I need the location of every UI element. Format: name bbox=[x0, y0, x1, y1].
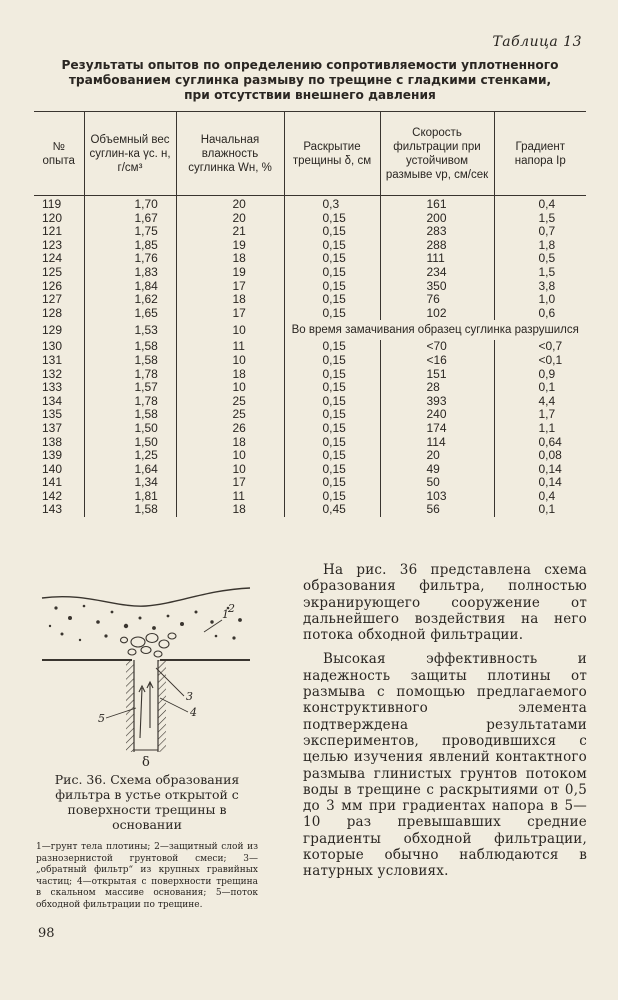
table-body bbox=[34, 196, 586, 518]
table-row bbox=[34, 436, 586, 450]
cell-experiment-no: 133 bbox=[42, 380, 63, 395]
cell-experiment-no: 143 bbox=[42, 502, 63, 517]
table-row bbox=[34, 476, 586, 490]
cell-bulk-density: 1,50 bbox=[84, 436, 176, 450]
cell-crack-opening: 0,15 bbox=[284, 266, 380, 280]
caption-line-2: трамбованием суглинка размыву по трещине с гладкими стенками, bbox=[68, 73, 552, 87]
cell-head-gradient: 3,8 bbox=[494, 280, 586, 294]
cell-bulk-density: 1,25 bbox=[84, 449, 176, 463]
cell-bulk-density: 1,64 bbox=[84, 463, 176, 477]
cell-filtration-velocity: 28 bbox=[380, 381, 494, 395]
cell-filtration-velocity: 102 bbox=[380, 307, 494, 321]
cell-crack-opening: 0,3 bbox=[284, 196, 380, 212]
cell-bulk-density: 1,78 bbox=[84, 368, 176, 382]
cell-initial-moisture: 10 bbox=[176, 381, 284, 395]
cell-experiment-no: 134 bbox=[42, 393, 63, 408]
cell-bulk-density: 1,50 bbox=[84, 422, 176, 436]
cell-filtration-velocity: 288 bbox=[380, 239, 494, 253]
crack-wall-left bbox=[126, 660, 134, 752]
cell-experiment-no: 130 bbox=[42, 339, 63, 354]
cell-bulk-density: 1,85 bbox=[84, 239, 176, 253]
cell-experiment-no: 126 bbox=[42, 278, 63, 293]
cell-initial-moisture: 25 bbox=[176, 395, 284, 409]
cell-bulk-density: 1,81 bbox=[84, 490, 176, 504]
cell-experiment-no: 129 bbox=[42, 322, 63, 337]
cell-head-gradient: 0,64 bbox=[494, 436, 586, 450]
cell-crack-opening: 0,15 bbox=[284, 395, 380, 409]
table-row bbox=[34, 408, 586, 422]
label-2: 2 bbox=[228, 602, 235, 615]
filter-scheme-diagram bbox=[36, 578, 256, 770]
cell-bulk-density: 1,58 bbox=[84, 503, 176, 517]
table-row bbox=[34, 225, 586, 239]
cell-bulk-density: 1,83 bbox=[84, 266, 176, 280]
cell-initial-moisture: 18 bbox=[176, 293, 284, 307]
cell-filtration-velocity: <70 bbox=[380, 340, 494, 354]
cell-experiment-no: 125 bbox=[42, 264, 63, 279]
dam-surface-line bbox=[42, 588, 250, 606]
cell-initial-moisture: 17 bbox=[176, 476, 284, 490]
cell-head-gradient: 1,0 bbox=[494, 293, 586, 307]
flow-arrows bbox=[139, 682, 153, 738]
cell-note: Во время замачивания образец суглинка разрушился bbox=[284, 320, 586, 340]
cell-crack-opening: 0,15 bbox=[284, 293, 380, 307]
label-5: 5 bbox=[98, 712, 105, 725]
cell-initial-moisture: 11 bbox=[176, 340, 284, 354]
cell-filtration-velocity: 114 bbox=[380, 436, 494, 450]
table-row bbox=[34, 368, 586, 382]
cell-filtration-velocity: 56 bbox=[380, 503, 494, 517]
cell-filtration-velocity: 111 bbox=[380, 252, 494, 266]
cell-experiment-no: 139 bbox=[42, 448, 63, 463]
caption-line-1: Результаты опытов по определению сопротивляемости уплотненного bbox=[61, 58, 559, 72]
header-crack-opening: Раскрытие трещины δ, см bbox=[284, 112, 380, 196]
cell-filtration-velocity: 393 bbox=[380, 395, 494, 409]
cell-initial-moisture: 11 bbox=[176, 490, 284, 504]
cell-filtration-velocity: 50 bbox=[380, 476, 494, 490]
table-row bbox=[34, 354, 586, 368]
table-row bbox=[34, 395, 586, 409]
cell-crack-opening: 0,15 bbox=[284, 476, 380, 490]
cell-head-gradient: 1,1 bbox=[494, 422, 586, 436]
cell-filtration-velocity: 234 bbox=[380, 266, 494, 280]
cell-head-gradient: 1,8 bbox=[494, 239, 586, 253]
table-row bbox=[34, 340, 586, 354]
cell-crack-opening: 0,15 bbox=[284, 280, 380, 294]
header-filtration-velocity: Скорость фильтрации при устойчивом размыве vр, см/сек bbox=[380, 112, 494, 196]
label-1: 1 bbox=[222, 608, 229, 621]
cell-experiment-no: 132 bbox=[42, 366, 63, 381]
table-row bbox=[34, 320, 586, 340]
cell-filtration-velocity: 350 bbox=[380, 280, 494, 294]
cell-head-gradient: <0,7 bbox=[494, 340, 586, 354]
cell-head-gradient: 0,4 bbox=[494, 490, 586, 504]
cell-head-gradient: 0,9 bbox=[494, 368, 586, 382]
figure-legend: 1—грунт тела плотины; 2—защитный слой из разнозернистой грунтовой смеси; 3—„обратный фильтр“ из крупных гравийных частиц; 4—открытая с поверхности трещина в скальном массиве основания; 5—поток обходной фильтрации по трещине. bbox=[36, 842, 258, 910]
cell-crack-opening: 0,15 bbox=[284, 463, 380, 477]
cell-initial-moisture: 20 bbox=[176, 212, 284, 226]
cell-head-gradient: 1,5 bbox=[494, 212, 586, 226]
header-initial-moisture: Начальная влажность суглинка Wн, % bbox=[176, 112, 284, 196]
cell-head-gradient: 0,4 bbox=[494, 196, 586, 212]
cell-head-gradient: 0,14 bbox=[494, 476, 586, 490]
results-table bbox=[34, 111, 586, 517]
cell-crack-opening: 0,15 bbox=[284, 307, 380, 321]
cell-initial-moisture: 21 bbox=[176, 225, 284, 239]
table-header-row bbox=[34, 112, 586, 196]
cell-crack-opening: 0,15 bbox=[284, 239, 380, 253]
body-text bbox=[303, 562, 587, 888]
cell-head-gradient: 4,4 bbox=[494, 395, 586, 409]
cell-filtration-velocity: 283 bbox=[380, 225, 494, 239]
cell-crack-opening: 0,45 bbox=[284, 503, 380, 517]
cell-filtration-velocity: 76 bbox=[380, 293, 494, 307]
cell-crack-opening: 0,15 bbox=[284, 340, 380, 354]
soil-particles bbox=[49, 605, 242, 642]
cell-head-gradient: 0,1 bbox=[494, 381, 586, 395]
cell-bulk-density: 1,65 bbox=[84, 307, 176, 321]
cell-initial-moisture: 10 bbox=[176, 320, 284, 340]
table-caption bbox=[34, 58, 586, 103]
table-row bbox=[34, 449, 586, 463]
cell-filtration-velocity: 240 bbox=[380, 408, 494, 422]
cell-crack-opening: 0,15 bbox=[284, 422, 380, 436]
cell-initial-moisture: 18 bbox=[176, 368, 284, 382]
cell-initial-moisture: 10 bbox=[176, 354, 284, 368]
table-row bbox=[34, 252, 586, 266]
cell-initial-moisture: 17 bbox=[176, 307, 284, 321]
cell-experiment-no: 124 bbox=[42, 251, 63, 266]
cell-initial-moisture: 25 bbox=[176, 408, 284, 422]
cell-experiment-no: 138 bbox=[42, 434, 63, 449]
cell-bulk-density: 1,84 bbox=[84, 280, 176, 294]
figure-caption: Рис. 36. Схема образования фильтра в устье открытой с поверхности трещины в основании bbox=[54, 772, 240, 832]
cell-head-gradient: 1,7 bbox=[494, 408, 586, 422]
cell-filtration-velocity: 161 bbox=[380, 196, 494, 212]
cell-bulk-density: 1,58 bbox=[84, 408, 176, 422]
table-row bbox=[34, 212, 586, 226]
cell-initial-moisture: 10 bbox=[176, 449, 284, 463]
cell-bulk-density: 1,53 bbox=[84, 320, 176, 340]
cell-initial-moisture: 17 bbox=[176, 280, 284, 294]
cell-experiment-no: 131 bbox=[42, 352, 63, 367]
cell-initial-moisture: 26 bbox=[176, 422, 284, 436]
cell-experiment-no: 128 bbox=[42, 305, 63, 320]
cell-bulk-density: 1,70 bbox=[84, 196, 176, 212]
cell-bulk-density: 1,57 bbox=[84, 381, 176, 395]
label-3: 3 bbox=[186, 690, 193, 703]
cell-experiment-no: 140 bbox=[42, 461, 63, 476]
table-row bbox=[34, 196, 586, 212]
cell-bulk-density: 1,62 bbox=[84, 293, 176, 307]
cell-filtration-velocity: 151 bbox=[380, 368, 494, 382]
cell-crack-opening: 0,15 bbox=[284, 212, 380, 226]
cell-bulk-density: 1,58 bbox=[84, 354, 176, 368]
cell-crack-opening: 0,15 bbox=[284, 354, 380, 368]
cell-crack-opening: 0,15 bbox=[284, 408, 380, 422]
delta-label: δ bbox=[142, 755, 150, 770]
cell-head-gradient: 1,5 bbox=[494, 266, 586, 280]
header-bulk-density: Объемный вес суглин-ка γс. н, г/см³ bbox=[84, 112, 176, 196]
cell-bulk-density: 1,34 bbox=[84, 476, 176, 490]
cell-initial-moisture: 18 bbox=[176, 503, 284, 517]
cell-filtration-velocity: 49 bbox=[380, 463, 494, 477]
paragraph-1: На рис. 36 представлена схема образования фильтра, полностью экранирующего сооружение от дальнейшего воздействия на него потока обходной фильтрации. bbox=[303, 562, 587, 644]
cell-crack-opening: 0,15 bbox=[284, 436, 380, 450]
cell-experiment-no: 127 bbox=[42, 292, 63, 307]
cell-experiment-no: 121 bbox=[42, 224, 63, 239]
cell-initial-moisture: 19 bbox=[176, 266, 284, 280]
cell-initial-moisture: 18 bbox=[176, 436, 284, 450]
cell-bulk-density: 1,78 bbox=[84, 395, 176, 409]
cell-head-gradient: 0,5 bbox=[494, 252, 586, 266]
cell-bulk-density: 1,58 bbox=[84, 340, 176, 354]
paragraph-2: Высокая эффективность и надежность защиты плотины от размыва с помощью предлагаемого конструктивного элемента подтверждена результатами экспериментов, проводившихся с целью изучения явлений контактного размыва глинистых грунтов потоком воды в трещине с раскрытиями от 0,5 до 3 мм при градиентах напора в 5—10 раз превышавших средние градиенты обходной фильтрации, которые обычно наблюдаются в натурных условиях. bbox=[303, 651, 587, 880]
table-row bbox=[34, 490, 586, 504]
cell-crack-opening: 0,15 bbox=[284, 449, 380, 463]
cell-filtration-velocity: <16 bbox=[380, 354, 494, 368]
caption-line-3: при отсутствии внешнего давления bbox=[184, 88, 436, 102]
cell-experiment-no: 120 bbox=[42, 210, 63, 225]
cell-head-gradient: 0,1 bbox=[494, 503, 586, 517]
cell-head-gradient: <0,1 bbox=[494, 354, 586, 368]
cell-crack-opening: 0,15 bbox=[284, 368, 380, 382]
cell-filtration-velocity: 200 bbox=[380, 212, 494, 226]
cell-filtration-velocity: 174 bbox=[380, 422, 494, 436]
cell-initial-moisture: 20 bbox=[176, 196, 284, 212]
header-head-gradient: Градиент напора Iр bbox=[494, 112, 586, 196]
table-row bbox=[34, 503, 586, 517]
cell-head-gradient: 0,14 bbox=[494, 463, 586, 477]
cell-crack-opening: 0,15 bbox=[284, 490, 380, 504]
cell-head-gradient: 0,7 bbox=[494, 225, 586, 239]
cell-experiment-no: 137 bbox=[42, 420, 63, 435]
cell-experiment-no: 119 bbox=[42, 197, 62, 211]
cell-bulk-density: 1,75 bbox=[84, 225, 176, 239]
cell-filtration-velocity: 103 bbox=[380, 490, 494, 504]
table-row bbox=[34, 307, 586, 321]
cell-initial-moisture: 19 bbox=[176, 239, 284, 253]
gravel-filter bbox=[121, 633, 177, 657]
cell-experiment-no: 135 bbox=[42, 407, 63, 422]
cell-head-gradient: 0,08 bbox=[494, 449, 586, 463]
figure-36 bbox=[36, 578, 256, 770]
table-row bbox=[34, 381, 586, 395]
cell-bulk-density: 1,67 bbox=[84, 212, 176, 226]
table-row bbox=[34, 280, 586, 294]
cell-crack-opening: 0,15 bbox=[284, 252, 380, 266]
cell-initial-moisture: 10 bbox=[176, 463, 284, 477]
cell-experiment-no: 142 bbox=[42, 488, 63, 503]
cell-crack-opening: 0,15 bbox=[284, 225, 380, 239]
table-row bbox=[34, 293, 586, 307]
cell-bulk-density: 1,76 bbox=[84, 252, 176, 266]
cell-filtration-velocity: 20 bbox=[380, 449, 494, 463]
table-row bbox=[34, 422, 586, 436]
cell-initial-moisture: 18 bbox=[176, 252, 284, 266]
header-experiment-no: № опыта bbox=[34, 112, 84, 196]
cell-crack-opening: 0,15 bbox=[284, 381, 380, 395]
label-4: 4 bbox=[190, 706, 197, 719]
cell-head-gradient: 0,6 bbox=[494, 307, 586, 321]
table-row bbox=[34, 239, 586, 253]
table-row bbox=[34, 463, 586, 477]
table-label: Таблица 13 bbox=[492, 34, 582, 50]
cell-experiment-no: 141 bbox=[42, 475, 63, 490]
cell-experiment-no: 123 bbox=[42, 237, 63, 252]
table-row bbox=[34, 266, 586, 280]
page-number: 98 bbox=[38, 926, 55, 941]
